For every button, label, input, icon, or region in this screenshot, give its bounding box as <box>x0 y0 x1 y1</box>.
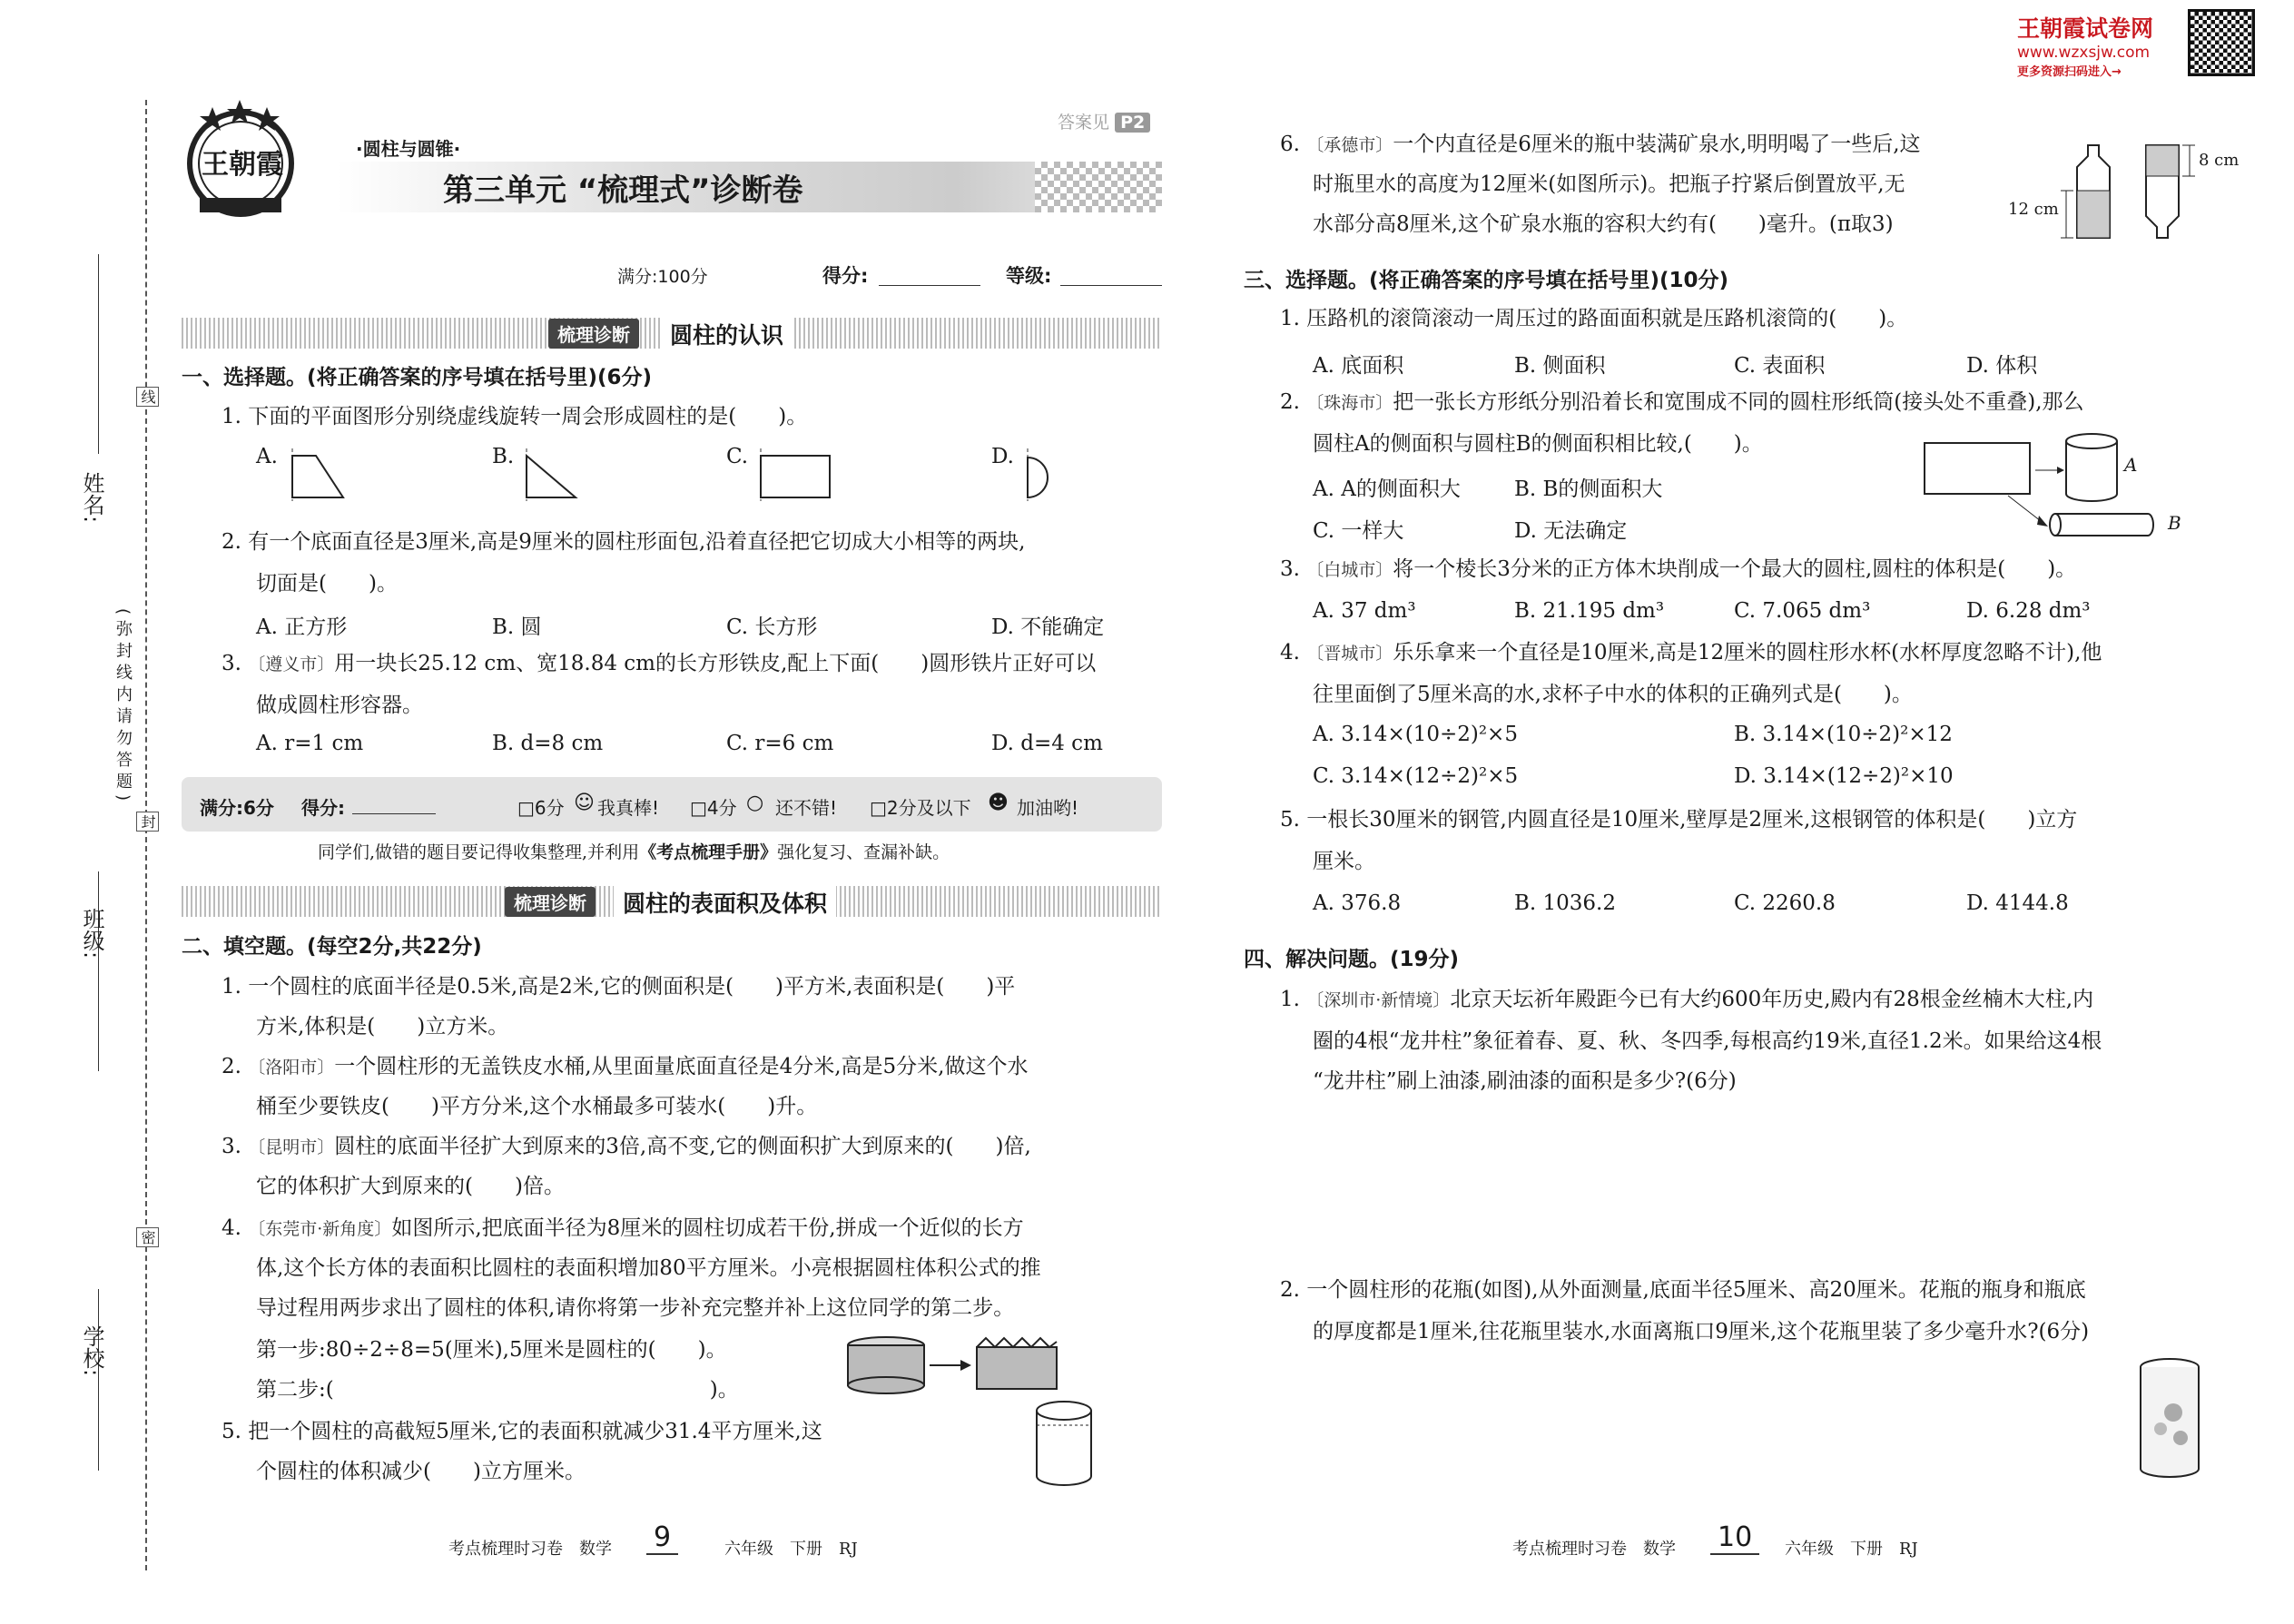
s3-q2-opt-b: B. B的侧面积大 <box>1514 477 1663 501</box>
scorebar-score-label: 得分: <box>301 797 345 819</box>
s3-q2-opt-d: D. 无法确定 <box>1514 519 1628 543</box>
title-band-check <box>1035 162 1162 212</box>
scorebar-full: 满分:6分 <box>200 797 274 819</box>
s3-q2-opt-c: C. 一样大 <box>1313 519 1404 543</box>
s2-q2-city: 〔洛阳市〕 <box>248 1058 335 1078</box>
s3-q4-city: 〔晋城市〕 <box>1306 644 1393 664</box>
smile-face-icon: ☺ <box>574 792 595 814</box>
s2-q2-text: 一个圆柱形的无盖铁皮水桶,从里面量底面直径是4分米,高是5分米,做这个水 <box>334 1055 1029 1078</box>
s3-q5-opt-c: C. 2260.8 <box>1734 891 1836 915</box>
paper-roll-figure <box>1921 430 2184 548</box>
s4-q1-l1: 1. 〔深圳市·新情境〕北京天坛祈年殿距今已有大约600年历史,殿内有28根金丝楠木大柱,内 <box>1280 988 2094 1011</box>
s3-q4-opt-b: B. 3.14×(10÷2)²×12 <box>1734 723 1953 746</box>
s2-q3-city: 〔昆明市〕 <box>248 1137 335 1157</box>
footer-left-grade: 六年级 下册 RJ <box>724 1540 858 1559</box>
s3-q5-l1: 5. 一根长30厘米的钢管,内圆直径是10厘米,壁厚是2厘米,这根钢管的体积是( )立方 <box>1280 808 2078 832</box>
section-score-bar <box>182 777 1162 832</box>
s1-q2-opt-c: C. 长方形 <box>726 615 818 639</box>
short-cylinder-figure <box>1033 1398 1097 1489</box>
vase-figure <box>2133 1356 2206 1483</box>
binding-line <box>145 100 147 1570</box>
answer-ref <box>1058 109 1150 133</box>
fig-8cm: 8 cm <box>2199 151 2240 170</box>
footer-left-series: 考点梳理时习卷 数学 <box>448 1540 612 1559</box>
s3-q1-opt-d: D. 体积 <box>1966 354 2038 378</box>
cylinder-to-cuboid-figure <box>844 1334 1062 1398</box>
footer-right-series: 考点梳理时习卷 数学 <box>1512 1540 1676 1559</box>
binding-field-line-class <box>98 871 99 1071</box>
brand-header <box>2017 11 2153 79</box>
scorebar-opt-2-text: 加油哟! <box>1017 797 1079 819</box>
fig-12cm: 12 cm <box>2008 200 2059 219</box>
fig-label-a: A <box>2124 454 2138 476</box>
binding-field-line-school <box>98 1289 99 1471</box>
class-label: 班级: <box>79 908 104 960</box>
s3-q4-opt-c: C. 3.14×(12÷2)²×5 <box>1313 764 1519 788</box>
s2-q4-city: 〔东莞市·新角度〕 <box>248 1219 392 1239</box>
s4-q2-l1: 2. 一个圆柱形的花瓶(如图),从外面测量,底面半径5厘米、高20厘米。花瓶的瓶身和瓶底 <box>1280 1278 2086 1302</box>
s1-q3-l2: 做成圆柱形容器。 <box>256 694 423 717</box>
s1-q1-opt-b: B. <box>492 445 515 468</box>
name-label: 姓名: <box>79 472 104 524</box>
s1-q2-l2: 切面是( )。 <box>256 572 398 595</box>
scorebar-opt-4-text: 还不错! <box>775 797 838 819</box>
s3-q3-opt-a: A. 37 dm³ <box>1313 599 1416 623</box>
s3-q2-opt-a: A. A的侧面积大 <box>1313 477 1461 501</box>
s3-q5-opt-a: A. 376.8 <box>1313 891 1402 915</box>
scorebar-opt-2[interactable]: □2分及以下 <box>870 797 971 819</box>
s1-q3-opt-b: B. d=8 cm <box>492 732 604 755</box>
bottle-figure <box>2015 136 2224 245</box>
s3-q1-opt-c: C. 表面积 <box>1734 354 1826 378</box>
s3-q3-opt-c: C. 7.065 dm³ <box>1734 599 1871 623</box>
s3-q4-opt-a: A. 3.14×(10÷2)²×5 <box>1313 723 1518 746</box>
brand-name: 王朝霞试卷网 <box>2017 15 2154 42</box>
s3-q1-opt-a: A. 底面积 <box>1313 354 1404 378</box>
scorebar-opt-6[interactable]: □6分 <box>517 797 565 819</box>
s2-q2-l2: 桶至少要铁皮( )平方分米,这个水桶最多可装水( )升。 <box>256 1095 818 1118</box>
page-title: 第三单元 “梳理式”诊断卷 <box>443 172 803 209</box>
rectangle-figure <box>755 448 837 503</box>
s2-q3-l2: 它的体积扩大到原来的( )倍。 <box>256 1175 565 1198</box>
s2-q4-l5: 第二步:( )。 <box>256 1378 739 1402</box>
reminder-b: 《考点梳理手册》 <box>639 842 778 862</box>
brand-slogan: 更多资源扫码进入→ <box>2017 65 2122 79</box>
grade-blank[interactable] <box>1060 285 1162 286</box>
binding-mark-line: 线 <box>136 387 159 407</box>
s3-q5-opt-d: D. 4144.8 <box>1966 891 2069 915</box>
cheer-face-icon: ☻ <box>988 792 1009 814</box>
s4-q1-l2: 圈的4根“龙井柱”象征着春、夏、秋、冬四季,每根高约19米,直径1.2米。如果给这4根 <box>1313 1029 2102 1053</box>
s4-q1-text: 北京天坛祈年殿距今已有大约600年历史,殿内有28根金丝楠木大柱,内 <box>1450 988 2094 1011</box>
s1-q1-opt-c: C. <box>726 445 749 468</box>
s1-q2-opt-d: D. 不能确定 <box>991 615 1105 639</box>
s3-q1-opt-b: B. 侧面积 <box>1514 354 1606 378</box>
fig-label-b: B <box>2168 512 2181 534</box>
s4-q1-l3: “龙井柱”刷上油漆,刷油漆的面积是多少?(6分) <box>1313 1069 1737 1093</box>
s1-q3-opt-c: C. r=6 cm <box>726 732 834 755</box>
s3-q3-text: 将一个棱长3分米的正方体木块削成一个最大的圆柱,圆柱的体积是( )。 <box>1393 557 2077 581</box>
s1-q1-opt-d: D. <box>991 445 1014 468</box>
s3-q3-opt-d: D. 6.28 dm³ <box>1966 599 2091 623</box>
s3-q2-l1: 2. 〔珠海市〕把一张长方形纸分别沿着长和宽围成不同的圆柱形纸筒(接头处不重叠),那么 <box>1280 390 2084 414</box>
school-label: 学校: <box>79 1325 104 1377</box>
full-score: 满分:100分 <box>617 267 708 287</box>
unit-tag: ·圆柱与圆锥· <box>356 138 461 160</box>
footer-left-page: 9 <box>646 1521 678 1555</box>
s3-q3-l1: 3. 〔白城市〕将一个棱长3分米的正方体木块削成一个最大的圆柱,圆柱的体积是( )。 <box>1280 557 2077 581</box>
s2-q5-l1: 5. 把一个圆柱的高截短5厘米,它的表面积就减少31.4平方厘米,这 <box>222 1420 822 1443</box>
s2-q4-l1: 4. 〔东莞市·新角度〕如图所示,把底面半径为8厘米的圆柱切成若干份,拼成一个近似的长方 <box>222 1216 1024 1240</box>
s4-q2-l2: 的厚度都是1厘米,往花瓶里装水,水面离瓶口9厘米,这个花瓶里装了多少毫升水?(6分) <box>1313 1320 2090 1343</box>
s3-q2-l2: 圆柱A的侧面积与圆柱B的侧面积相比较,( )。 <box>1313 432 1763 456</box>
binding-field-line-name <box>98 254 99 454</box>
s3-q4-l1: 4. 〔晋城市〕乐乐拿来一个直径是10厘米,高是12厘米的圆柱形水杯(水杯厚度忽略不计),他 <box>1280 641 2102 664</box>
s1-q3-opt-a: A. r=1 cm <box>256 732 364 755</box>
s1-q3-text: 用一块长25.12 cm、宽18.84 cm的长方形铁皮,配上下面( )圆形铁片正好可以 <box>334 652 1097 675</box>
brand-url: www.wzxsjw.com <box>2017 44 2151 62</box>
section-title-2: 圆柱的表面积及体积 <box>614 886 836 919</box>
s2-q2-l1: 2. 〔洛阳市〕一个圆柱形的无盖铁皮水桶,从里面量底面直径是4分米,高是5分米,做这个水 <box>222 1055 1029 1078</box>
semicircle-figure <box>1022 448 1068 503</box>
s3-q2-city: 〔珠海市〕 <box>1306 393 1393 413</box>
s4-heading: 四、解决问题。(19分) <box>1244 948 1460 971</box>
s2-q6-text: 一个内直径是6厘米的瓶中装满矿泉水,明明喝了一些后,这 <box>1393 133 1921 156</box>
logo-text: 王朝霞 <box>202 149 283 181</box>
reminder-a: 同学们,做错的题目要记得收集整理,并利用 <box>318 842 640 862</box>
s3-q4-opt-d: D. 3.14×(12÷2)²×10 <box>1734 764 1954 788</box>
trapezoid-figure <box>283 448 347 503</box>
s2-q5-l2: 个圆柱的体积减少( )立方厘米。 <box>256 1460 586 1483</box>
s3-q5-opt-b: B. 1036.2 <box>1514 891 1617 915</box>
s1-q2-opt-a: A. 正方形 <box>256 615 348 639</box>
neutral-face-icon: ○ <box>746 792 764 814</box>
s3-q4-l2: 往里面倒了5厘米高的水,求杯子中水的体积的正确列式是( )。 <box>1313 683 1913 706</box>
grade-label: 等级: <box>1006 265 1052 287</box>
s2-q4-text: 如图所示,把底面半径为8厘米的圆柱切成若干份,拼成一个近似的长方 <box>391 1216 1024 1240</box>
binding-mark-seal: 封 <box>136 812 159 832</box>
s2-q4-l3: 导过程用两步求出了圆柱的体积,请你将第一步补充完整并补上这位同学的第二步。 <box>256 1296 1015 1320</box>
score-label: 得分: <box>822 265 869 287</box>
s2-q1-l1: 1. 一个圆柱的底面半径是0.5米,高是2米,它的侧面积是( )平方米,表面积是( )平 <box>222 975 1016 999</box>
s2-heading: 二、填空题。(每空2分,共22分) <box>182 935 482 959</box>
s2-q6-l3: 水部分高8厘米,这个矿泉水瓶的容积大约有( )毫升。(π取3) <box>1313 212 1894 236</box>
s1-q2-opt-b: B. 圆 <box>492 615 542 639</box>
answer-ref-label: 答案见 <box>1058 113 1110 133</box>
s4-q1-city: 〔深圳市·新情境〕 <box>1306 990 1451 1010</box>
s3-q2-text: 把一张长方形纸分别沿着长和宽围成不同的圆柱形纸筒(接头处不重叠),那么 <box>1393 390 2084 414</box>
s2-q6-l2: 时瓶里水的高度为12厘米(如图所示)。把瓶子拧紧后倒置放平,无 <box>1313 172 1905 196</box>
s1-q2-l1: 2. 有一个底面直径是3厘米,高是9厘米的圆柱形面包,沿着直径把它切成大小相等的两块, <box>222 530 1026 554</box>
answer-area-s4-q1[interactable] <box>1313 1107 2211 1262</box>
triangle-figure <box>521 448 585 503</box>
s3-q1: 1. 压路机的滚筒滚动一周压过的路面面积就是压路机滚筒的( )。 <box>1280 307 1908 330</box>
s2-q1-l2: 方米,体积是( )立方米。 <box>256 1015 509 1038</box>
s1-q3-l1: 3. 〔遵义市〕用一块长25.12 cm、宽18.84 cm的长方形铁皮,配上下面( )圆形铁片正好可以 <box>222 652 1097 675</box>
s1-q1-opt-a: A. <box>256 445 278 468</box>
reminder <box>318 839 950 863</box>
s1-heading: 一、选择题。(将正确答案的序号填在括号里)(6分) <box>182 366 653 389</box>
s2-q3-text: 圆柱的底面半径扩大到原来的3倍,高不变,它的侧面积扩大到原来的( )倍, <box>334 1135 1031 1158</box>
s3-heading: 三、选择题。(将正确答案的序号填在括号里)(10分) <box>1244 269 1729 292</box>
s2-q6-l1: 6. 〔承德市〕一个内直径是6厘米的瓶中装满矿泉水,明明喝了一些后,这 <box>1280 133 1921 156</box>
score-blank[interactable] <box>879 285 980 286</box>
s2-q3-l1: 3. 〔昆明市〕圆柱的底面半径扩大到原来的3倍,高不变,它的侧面积扩大到原来的( )倍, <box>222 1135 1031 1158</box>
brand-logo <box>182 100 300 218</box>
scorebar-score-blank[interactable] <box>352 813 436 814</box>
footer-right-page: 10 <box>1710 1521 1759 1555</box>
s2-q4-l2: 体,这个长方体的表面积比圆柱的表面积增加80平方厘米。小亮根据圆柱体积公式的推 <box>256 1256 1041 1280</box>
answer-ref-page: P2 <box>1115 113 1150 133</box>
s1-q1: 1. 下面的平面图形分别绕虚线旋转一周会形成圆柱的是( )。 <box>222 405 808 428</box>
section-tag-1: 梳理诊断 <box>548 319 639 349</box>
s2-q4-l4: 第一步:80÷2÷8=5(厘米),5厘米是圆柱的( )。 <box>256 1338 727 1362</box>
s3-q3-city: 〔白城市〕 <box>1306 560 1393 580</box>
section-tag-2: 梳理诊断 <box>505 887 596 917</box>
scorebar-opt-4[interactable]: □4分 <box>690 797 737 819</box>
qr-code-icon[interactable] <box>2188 9 2255 76</box>
s3-q4-text: 乐乐拿来一个直径是10厘米,高是12厘米的圆柱形水杯(水杯厚度忽略不计),他 <box>1393 641 2102 664</box>
reminder-c: 强化复习、查漏补缺。 <box>777 842 950 862</box>
section-title-1: 圆柱的认识 <box>661 318 793 350</box>
s3-q3-opt-b: B. 21.195 dm³ <box>1514 599 1665 623</box>
s2-q6-city: 〔承德市〕 <box>1306 135 1393 155</box>
footer-right-grade: 六年级 下册 RJ <box>1785 1540 1918 1559</box>
s3-q5-l2: 厘米。 <box>1313 850 1375 873</box>
scorebar-opt-6-text: 我真棒! <box>597 797 660 819</box>
s1-q3-city: 〔遵义市〕 <box>248 655 335 674</box>
s1-q3-opt-d: D. d=4 cm <box>991 732 1103 755</box>
binding-mark-secret: 密 <box>136 1227 159 1247</box>
binding-note: (弥封线内请勿答题) <box>113 608 133 807</box>
